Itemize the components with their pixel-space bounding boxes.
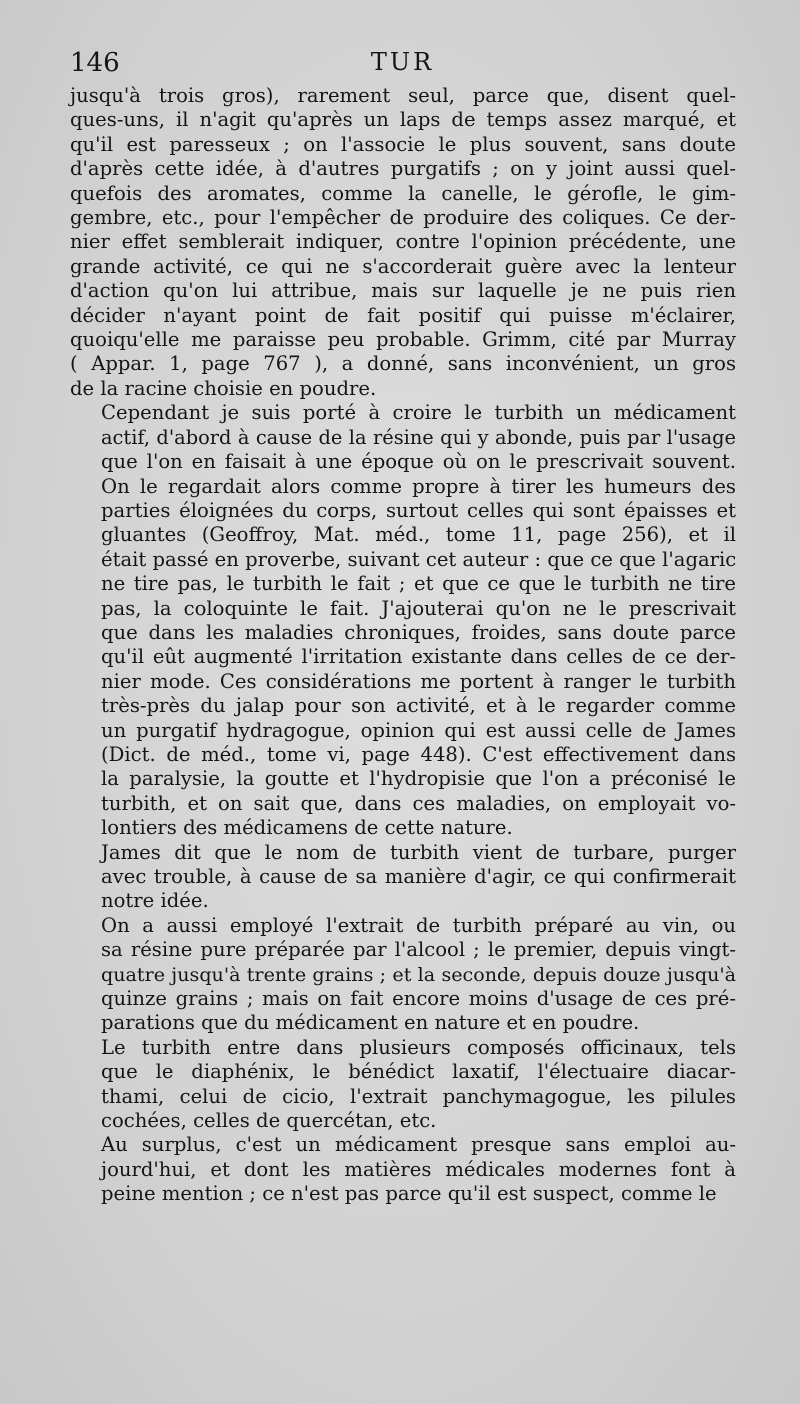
text-line: avec trouble, à cause de sa manière d'agir, ce qui confirmerait bbox=[101, 865, 736, 888]
text-line: d'action qu'on lui attribue, mais sur laquelle je ne puis rien bbox=[70, 279, 736, 303]
text-line: que dans les maladies chroniques, froides, sans doute parce bbox=[101, 620, 736, 644]
text-line: décider n'ayant point de fait positif qui puisse m'éclairer, bbox=[70, 303, 736, 327]
text-line: d'après cette idée, à d'autres purgatifs ; on y joint aussi quel- bbox=[70, 157, 736, 181]
text-line: quefois des aromates, comme la canelle, le gérofle, le gim- bbox=[70, 181, 736, 205]
running-head: TUR bbox=[370, 48, 435, 76]
text-line: de la racine choisie en poudre. bbox=[70, 376, 377, 400]
text-line: nier effet semblerait indiquer, contre l'opinion précédente, une bbox=[70, 230, 736, 254]
text-line: cochées, celles de quercétan, etc. bbox=[101, 1109, 437, 1133]
text-line: que l'on en faisait à une époque où on le prescrivait souvent. bbox=[101, 450, 736, 474]
text-line: qu'il est paresseux ; on l'associe le plus souvent, sans doute bbox=[70, 132, 736, 156]
text-line: quoiqu'elle me paraisse peu probable. Grimm, cité par Murray bbox=[70, 328, 736, 352]
body-text bbox=[70, 84, 736, 1207]
text-line: Cependant je suis porté à croire le turbith un médicament bbox=[101, 401, 736, 425]
text-line: Le turbith entre dans plusieurs composés officinaux, tels bbox=[101, 1035, 736, 1059]
text-line: actif, d'abord à cause de la résine qui y abonde, puis par l'usage bbox=[101, 425, 736, 449]
text-line: un purgatif hydragogue, opinion qui est aussi celle de James bbox=[101, 718, 736, 742]
text-line: parties éloignées du corps, surtout celles qui sont épaisses et bbox=[101, 498, 736, 522]
paragraph bbox=[70, 841, 736, 914]
text-line: On a aussi employé l'extrait de turbith préparé au vin, ou bbox=[101, 913, 736, 937]
page-header bbox=[70, 42, 735, 82]
text-line: lontiers des médicamens de cette nature. bbox=[101, 816, 513, 840]
text-line: pas, la coloquinte le fait. J'ajouterai qu'on ne le prescrivait bbox=[101, 596, 736, 620]
text-line: ne tire pas, le turbith le fait ; et que ce que le turbith ne tire bbox=[101, 572, 736, 596]
text-line: jourd'hui, et dont les matières médicales modernes font à bbox=[101, 1157, 736, 1181]
page-number: 146 bbox=[70, 48, 120, 78]
text-line: qu'il eût augmenté l'irritation existante dans celles de ce der- bbox=[101, 645, 736, 669]
text-line: gluantes (Geoffroy, Mat. méd., tome 11, page 256), et il bbox=[101, 523, 736, 547]
text-line: quinze grains ; mais on fait encore moins d'usage de ces pré- bbox=[101, 987, 736, 1011]
paragraph bbox=[70, 1036, 736, 1134]
text-line: sa résine pure préparée par l'alcool ; le premier, depuis vingt- bbox=[101, 938, 736, 962]
text-line: thami, celui de cicio, l'extrait panchymagogue, les pilules bbox=[101, 1084, 736, 1108]
text-line: très-près du jalap pour son activité, et à le regarder comme bbox=[101, 694, 736, 718]
text-line: jusqu'à trois gros), rarement seul, parce que, disent quel- bbox=[70, 84, 736, 107]
text-line: peine mention ; ce n'est pas parce qu'il est suspect, comme le bbox=[101, 1182, 717, 1206]
text-line: quatre jusqu'à trente grains ; et la seconde, depuis douze jusqu'à bbox=[101, 962, 736, 986]
text-line: Au surplus, c'est un médicament presque sans emploi au- bbox=[101, 1133, 736, 1157]
text-line: notre idée. bbox=[101, 889, 209, 913]
text-line: était passé en proverbe, suivant cet auteur : que ce que l'agaric bbox=[101, 547, 737, 571]
text-line: nier mode. Ces considérations me portent à ranger le turbith bbox=[101, 669, 736, 693]
paragraph bbox=[70, 914, 736, 1036]
text-line: grande activité, ce qui ne s'accorderait guère avec la lenteur bbox=[70, 254, 736, 278]
text-line: ques-uns, il n'agit qu'après un laps de temps assez marqué, et bbox=[70, 108, 736, 132]
text-line: turbith, et on sait que, dans ces maladies, on employait vo- bbox=[101, 791, 736, 815]
text-line: (Dict. de méd., tome vi, page 448). C'est effectivement dans bbox=[101, 742, 736, 766]
text-line: que le diaphénix, le bénédict laxatif, l'électuaire diacar- bbox=[101, 1060, 736, 1084]
text-line: parations que du médicament en nature et en poudre. bbox=[101, 1011, 640, 1035]
text-line: On le regardait alors comme propre à tirer les humeurs des bbox=[101, 474, 736, 498]
paragraph bbox=[70, 84, 736, 401]
text-line: James dit que le nom de turbith vient de turbare, purger bbox=[101, 840, 736, 864]
text-line: ( Appar. 1, page 767 ), a donné, sans inconvénient, un gros bbox=[70, 352, 736, 376]
text-line: gembre, etc., pour l'empêcher de produire des coliques. Ce der- bbox=[70, 206, 736, 230]
text-line: la paralysie, la goutte et l'hydropisie que l'on a préconisé le bbox=[101, 767, 736, 791]
paragraph bbox=[70, 1133, 736, 1206]
paragraph bbox=[70, 401, 736, 840]
